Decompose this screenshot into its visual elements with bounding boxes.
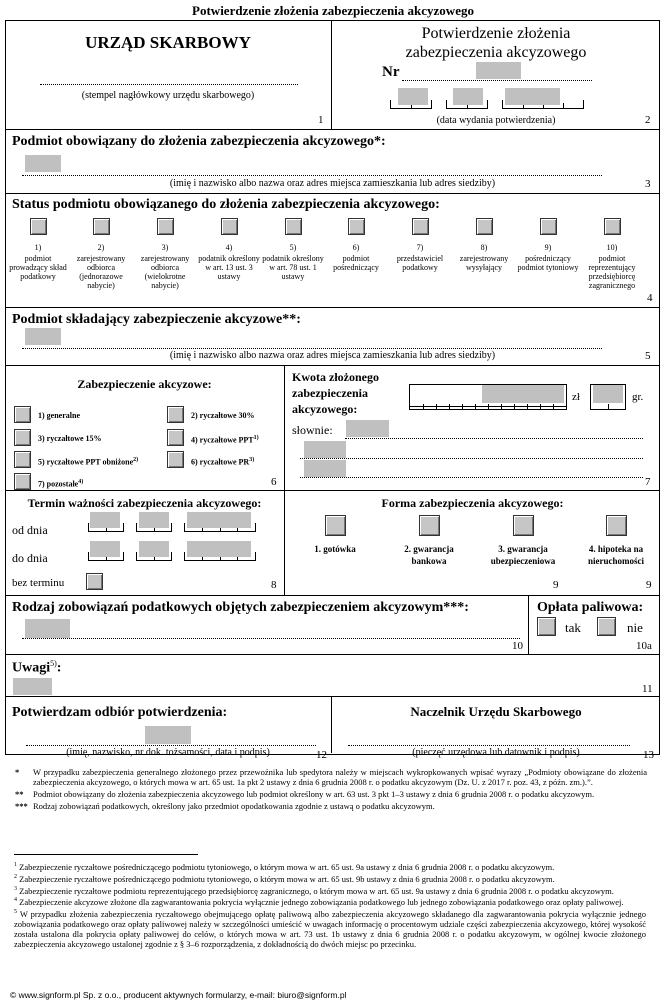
obligations-input[interactable] (25, 619, 70, 638)
remarks-heading (12, 659, 61, 677)
divider (5, 595, 660, 596)
to-year-input[interactable] (187, 541, 251, 557)
security-other-checkbox[interactable] (14, 473, 31, 490)
submitter-line (22, 348, 602, 349)
status-option-number: 10) (606, 243, 618, 252)
words-line (345, 438, 643, 439)
from-month-input[interactable] (139, 512, 169, 528)
footnote-text: Zabezpieczenie akcyzowe złożone dla zagwarantowania pokrycia wyłącznie jednego zobowiązania podatkowego lub jednego zobowiązania podatkowego oraz opłaty paliwowej. (19, 897, 624, 908)
confirmation-title-line2: zabezpieczenia akcyzowego (405, 44, 587, 61)
field-number: 2 (645, 114, 651, 126)
divider (284, 366, 285, 595)
divider (5, 365, 660, 366)
form-heading: Forma zabezpieczenia akcyzowego: (381, 496, 564, 510)
to-day-input[interactable] (90, 541, 120, 557)
field-number: 6 (271, 476, 277, 488)
publisher-note: © www.signform.pl Sp. z o.o., producent aktywnych formularzy, e-mail: biuro@signform.pl (10, 990, 347, 1000)
status-option-checkbox[interactable] (93, 218, 110, 235)
status-option-text: przedstawiciel podatkowy (396, 254, 444, 272)
field-number: 9 (646, 579, 652, 591)
validity-heading: Termin ważności zabezpieczenia akcyzowego: (27, 496, 262, 510)
status-option-text: zarejestrowany wysyłający (459, 254, 509, 272)
confirmation-title (332, 24, 660, 62)
status-option-number: 2) (97, 243, 105, 252)
status-option-checkbox[interactable] (604, 218, 621, 235)
security-opt1: 1) generalne (38, 411, 80, 420)
form-option-label (290, 543, 380, 555)
status-option-label (452, 243, 516, 272)
status-option-number: 3) (161, 243, 169, 252)
amount-heading-line2: zabezpieczenia (292, 386, 368, 400)
remarks-input[interactable] (13, 678, 52, 695)
receipt-input[interactable] (145, 726, 191, 744)
status-option-text: zarejestrowany odbiorca (jednorazowe nabycie) (76, 254, 126, 290)
form-option-label (478, 543, 568, 567)
footnote (14, 907, 646, 949)
security-opt6 (191, 456, 254, 467)
field-number: 11 (642, 683, 653, 695)
form-option-checkbox[interactable] (513, 515, 534, 536)
form-option-line1: 3. gwarancja (498, 544, 548, 554)
remarks-heading-label: Uwagi (12, 660, 51, 676)
field-number: 1 (318, 114, 324, 126)
status-option-label (580, 243, 644, 290)
date-month-input[interactable] (453, 88, 483, 105)
receipt-line (26, 745, 316, 746)
status-option-text: podatnik określony w art. 78 ust. 1 ustawy (262, 254, 324, 281)
security-opt3: 3) ryczałtowe 15% (38, 434, 102, 443)
from-year-input[interactable] (187, 512, 251, 528)
amount-heading-line3: akcyzowego: (292, 402, 358, 416)
form-option-label (571, 543, 661, 567)
security-opt4-label: 4) ryczałtowe PPT (191, 435, 254, 445)
words-label: słownie: (292, 423, 333, 437)
amount-words-input-2[interactable] (304, 441, 346, 458)
status-option-label (69, 243, 133, 290)
status-option-text: pośredniczący podmiot tytoniowy (517, 254, 579, 272)
status-option-number: 7) (416, 243, 424, 252)
footnote (14, 895, 646, 907)
zl-label: zł (572, 391, 580, 403)
submitter-heading: Podmiot składający zabezpieczenie akcyzowe**: (12, 312, 301, 327)
form-option-label (384, 543, 474, 567)
note (15, 767, 647, 787)
footnote-ref: 4) (78, 479, 84, 485)
amount-gr-input[interactable] (593, 385, 623, 403)
gr-label: gr. (632, 391, 644, 403)
notes (15, 767, 647, 813)
footnote-number: 1 (14, 862, 17, 868)
status-option-checkbox[interactable] (476, 218, 493, 235)
to-label: do dnia (12, 551, 48, 565)
subject-heading: Podmiot obowiązany do złożenia zabezpieczenia akcyzowego*: (12, 134, 386, 149)
security-opt7 (38, 478, 83, 489)
status-option-label (133, 243, 197, 290)
fuel-yes-checkbox[interactable] (537, 617, 556, 636)
footnote-divider (14, 854, 198, 855)
form-option-line1: 1. gotówka (314, 544, 356, 554)
fuel-no-label: nie (627, 620, 643, 635)
status-option-text: podmiot reprezentujący przedsiębiorcę zagranicznego (588, 254, 636, 290)
nr-input[interactable] (476, 62, 521, 79)
divider (5, 193, 660, 194)
obligations-heading: Rodzaj zobowiązań podatkowych objętych zabezpieczeniem akcyzowym***: (12, 600, 469, 615)
footnote-number: 3 (14, 885, 17, 892)
status-option-text: zarejestrowany odbiorca (wielokrotne nabycie) (140, 254, 190, 290)
field-number: 7 (645, 476, 651, 488)
status-option-checkbox[interactable] (412, 218, 429, 235)
security-pr-checkbox[interactable] (167, 451, 184, 468)
footnote-ref: 5) (50, 659, 57, 668)
note-mark: ** (15, 789, 24, 799)
date-year-input[interactable] (505, 88, 560, 105)
subject-input[interactable] (25, 155, 61, 172)
field-number: 13 (643, 749, 654, 761)
status-option-number: 9) (544, 243, 552, 252)
subject-caption: (imię i nazwisko albo nazwa oraz adres miejsca zamieszkania lub adres siedziby) (169, 178, 496, 189)
none-label: bez terminu (12, 577, 65, 589)
status-option-number: 8) (480, 243, 488, 252)
security-opt2: 2) ryczałtowe 30% (191, 411, 255, 420)
status-option-label (516, 243, 580, 272)
note (15, 801, 647, 811)
status-option-label (6, 243, 70, 281)
amount-words-input-3[interactable] (304, 460, 346, 477)
form-option-line2: bankowa (411, 556, 447, 566)
status-option-label (261, 243, 325, 281)
footnote-text: W przypadku złożenia zabezpieczenia ryczałtowego obejmującego opłatę paliwową albo zabezpieczenia akcyzowego składanego dla zagwarantowania pokrycia wyłącznie jednego zobowiązania podatkowego oraz opłaty paliwowej należy w szczególności umieścić w uwagach informację o procentowym udziale części zabezpieczenia akcyzowego, której wysokość została ustalona dla pokrycia opłaty paliwowej do celów, o których mowa w art. 73 ust. 1b ustawy z dnia 6 grudnia 2008 r. o podatku akcyzowym, w ogólnej kwocie złożonego zabezpieczenia akcyzowego ustalonej zgodnie z § 3–6 rozporządzenia, z dokładnością do dwóch miejsc po przecinku. (14, 909, 646, 950)
security-15-checkbox[interactable] (14, 429, 31, 446)
words-line (300, 477, 643, 478)
form-option-line2: ubezpieczeniowa (490, 556, 556, 566)
footnote-number: 4 (14, 897, 17, 904)
stamp-line (40, 84, 298, 85)
status-option-label (197, 243, 261, 281)
status-option-label (388, 243, 452, 272)
status-option-number: 5) (289, 243, 297, 252)
status-option-checkbox[interactable] (221, 218, 238, 235)
field-number: 5 (645, 350, 651, 362)
note-mark: *** (15, 801, 28, 811)
footnote-ref: 3) (249, 457, 255, 463)
footnote-number: 5 (14, 909, 17, 916)
fuel-yes-label: tak (565, 620, 581, 635)
note-text: W przypadku zabezpieczenia generalnego złożonego przez przewoźnika lub spedytora należy w miejscach wykropkowanych wpisać wyrazy „Podmioty obowiązane do złożenia zabezpieczenia akcyzowego, o których mowa w art. 65 ust. 1a pkt 2 ustawy z dnia 6 grudnia 2008 r. o podatku akcyzowym (Dz. U. z 2017 r. poz. 43, z późn. zm.).”. (33, 767, 647, 787)
form-option-line2: nieruchomości (588, 556, 644, 566)
status-option-checkbox[interactable] (30, 218, 47, 235)
words-line (300, 458, 643, 459)
from-day-input[interactable] (90, 512, 120, 528)
from-label: od dnia (12, 523, 48, 537)
status-option-number: 6) (352, 243, 360, 252)
head-heading: Naczelnik Urzędu Skarbowego (410, 704, 582, 719)
security-opt4 (191, 434, 259, 445)
note (15, 789, 647, 799)
field-number: 10 (512, 640, 523, 652)
field-number: 10a (636, 640, 652, 652)
submitter-input[interactable] (25, 328, 61, 345)
divider (5, 490, 660, 491)
status-option-text: podmiot pośredniczący (333, 254, 379, 272)
receipt-heading: Potwierdzam odbiór potwierdzenia: (12, 705, 228, 720)
security-generalne-checkbox[interactable] (14, 406, 31, 423)
note-text: Podmiot obowiązany do złożenia zabezpieczenia akcyzowego lub podmiot określony w art. 63 ust. 3 pkt 1–3 ustawy z dnia 6 grudnia 2008 r. o podatku akcyzowym. (33, 789, 595, 799)
footnotes (14, 860, 646, 949)
form-option-line1: 2. gwarancja (404, 544, 454, 554)
security-opt6-label: 6) ryczałtowe PR (191, 457, 250, 467)
status-option-checkbox[interactable] (348, 218, 365, 235)
status-option-checkbox[interactable] (285, 218, 302, 235)
head-line (348, 745, 630, 746)
receipt-caption: (imię, nazwisko, nr dok. tożsamości, data i podpis) (66, 747, 270, 758)
form-option-checkbox[interactable] (419, 515, 440, 536)
status-option-number: 4) (225, 243, 233, 252)
nr-label: Nr (382, 64, 400, 80)
fuel-no-checkbox[interactable] (597, 617, 616, 636)
status-option-text: podmiot prowadzący skład podatkowy (9, 254, 67, 281)
form-option-checkbox[interactable] (606, 515, 627, 536)
confirmation-title-line1: Potwierdzenie złożenia (421, 25, 571, 42)
amount-words-input[interactable] (346, 420, 389, 437)
note-text: Rodzaj zobowiązań podatkowych, określony jako przedmiot opodatkowania zgodnie z ustawą o podatku akcyzowym. (33, 801, 435, 811)
to-month-input[interactable] (139, 541, 169, 557)
form-option-line1: 4. hipoteka na (588, 544, 644, 554)
security-ppt-checkbox[interactable] (167, 429, 184, 446)
footnote (14, 860, 646, 872)
field-number: 8 (271, 579, 277, 591)
status-option-label (324, 243, 388, 272)
security-opt5 (38, 456, 138, 467)
obligations-line (22, 638, 520, 639)
security-opt5-label: 5) ryczałtowe PPT obniżone (38, 457, 134, 467)
footnote (14, 884, 646, 896)
divider (5, 654, 660, 655)
divider (5, 696, 660, 697)
amount-heading-line1: Kwota złożonego (292, 370, 379, 384)
remarks-colon: : (56, 660, 62, 676)
status-heading: Status podmiotu obowiązanego do złożenia zabezpieczenia akcyzowego: (12, 197, 440, 212)
divider (5, 307, 660, 308)
field-number: 12 (316, 749, 327, 761)
subject-line (22, 175, 602, 176)
stamp-caption: (stempel nagłówkowy urzędu skarbowego) (81, 90, 255, 101)
footnote-ref: 1) (253, 435, 259, 441)
status-option-text: podatnik określony w art. 13 ust. 3 ustawy (198, 254, 260, 281)
security-30-checkbox[interactable] (167, 406, 184, 423)
amount-heading (292, 369, 379, 417)
status-option-checkbox[interactable] (540, 218, 557, 235)
amount-zl-input[interactable] (482, 385, 564, 403)
divider (5, 129, 660, 130)
nr-line (402, 80, 592, 81)
form-title: Potwierdzenie złożenia zabezpieczenia akcyzowego (192, 3, 474, 18)
date-caption: (data wydania potwierdzenia) (436, 115, 556, 126)
status-option-number: 1) (34, 243, 42, 252)
fuel-heading: Opłata paliwowa: (537, 600, 644, 615)
field-number: 9 (553, 579, 559, 591)
footnote (14, 872, 646, 884)
office-name: URZĄD SKARBOWY (85, 33, 251, 52)
head-caption: (pieczęć urzędowa lub datownik i podpis) (412, 747, 580, 758)
divider (528, 596, 529, 654)
field-number: 3 (645, 178, 651, 190)
footnote-text: Zabezpieczenie ryczałtowe podmiotu reprezentującego przedsiębiorcę zagranicznego, o którym mowa w art. 65 ust. 9a ustawy z dnia 6 grudnia 2008 r. o podatku akcyzowym. (19, 885, 614, 896)
footnote-number: 2 (14, 873, 17, 880)
submitter-caption: (imię i nazwisko albo nazwa oraz adres miejsca zamieszkania lub adres siedziby) (169, 350, 496, 361)
footnote-text: Zabezpieczenie ryczałtowe pośredniczącego podmiotu tytoniowego, o którym mowa w art. 65 ust. 9a ustawy z dnia 6 grudnia 2008 r. o podatku akcyzowym. (19, 861, 555, 872)
security-opt7-label: 7) pozostałe (38, 479, 79, 489)
no-term-checkbox[interactable] (86, 573, 103, 590)
security-heading: Zabezpieczenie akcyzowe: (77, 377, 212, 391)
date-day-input[interactable] (398, 88, 428, 105)
note-mark: * (15, 767, 20, 777)
status-option-checkbox[interactable] (157, 218, 174, 235)
field-number: 4 (647, 292, 653, 304)
form-option-checkbox[interactable] (325, 515, 346, 536)
footnote-ref: 2) (133, 457, 139, 463)
footnote-text: Zabezpieczenie ryczałtowe pośredniczącego podmiotu tytoniowego, o którym mowa w art. 65 ust. 9b ustawy z dnia 6 grudnia 2008 r. o podatku akcyzowym. (19, 873, 555, 884)
security-ppt-reduced-checkbox[interactable] (14, 451, 31, 468)
